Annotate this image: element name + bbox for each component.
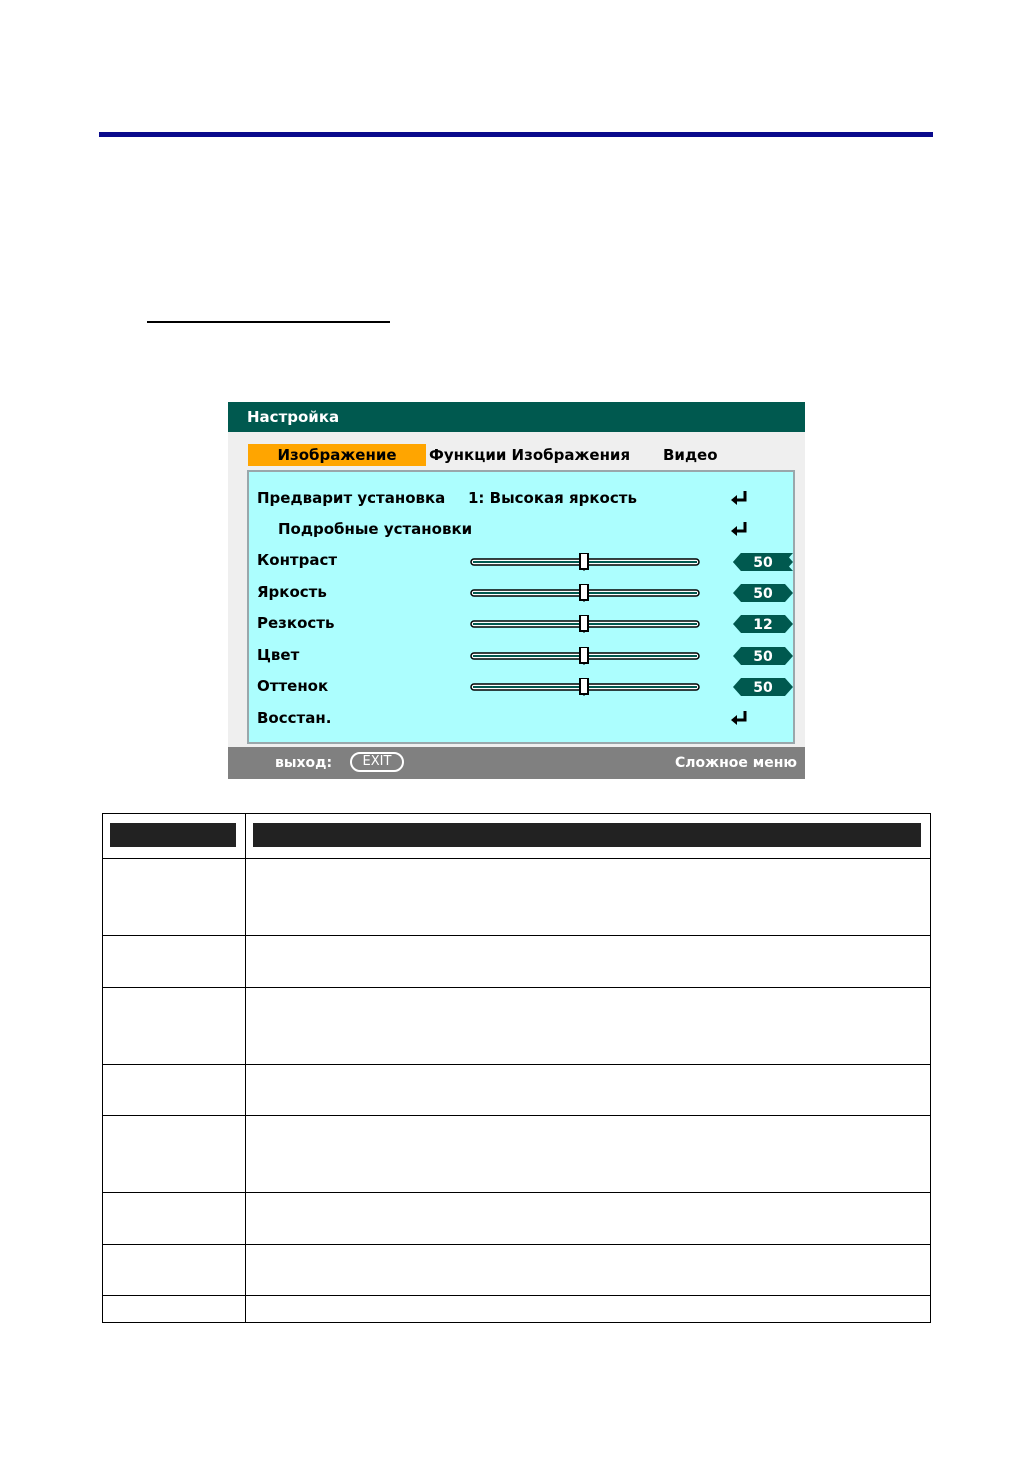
color-value: 50: [753, 649, 773, 665]
reset-label[interactable]: Восстан.: [257, 709, 332, 727]
table-border-left: [102, 813, 103, 1323]
exit-label: выход:: [275, 755, 333, 771]
table-border-top: [102, 813, 931, 814]
table-column-divider: [245, 813, 246, 1323]
osd-window: [228, 402, 805, 779]
enter-return-icon[interactable]: [729, 710, 749, 726]
sharpness-value: 12: [753, 617, 773, 633]
osd-title-bar: [228, 402, 805, 432]
contrast-value-badge: [733, 553, 793, 571]
hue-value: 50: [753, 680, 773, 696]
osd-title: Настройка: [247, 408, 340, 426]
brightness-slider[interactable]: [470, 584, 700, 602]
table-row-divider: [102, 987, 931, 988]
table-row-divider: [102, 1295, 931, 1296]
table-border-right: [930, 813, 931, 1323]
color-label: Цвет: [257, 646, 300, 664]
settings-panel: [247, 470, 795, 744]
contrast-value: 50: [753, 555, 773, 571]
sharpness-label: Резкость: [257, 614, 335, 632]
table-row-divider: [102, 935, 931, 936]
brightness-value: 50: [753, 586, 773, 602]
sharpness-value-badge: [733, 615, 793, 633]
tab-image-functions[interactable]: Функции Изображения: [429, 446, 631, 464]
table-header-cell: [253, 823, 921, 847]
table-border-bottom: [102, 1322, 931, 1323]
table-header-cell: [110, 823, 236, 847]
tab-image[interactable]: Изображение: [248, 444, 426, 466]
brightness-label: Яркость: [257, 583, 327, 601]
heading-underline: [147, 321, 390, 323]
contrast-label: Контраст: [257, 551, 338, 569]
detail-settings-label[interactable]: Подробные установки: [278, 520, 473, 538]
table-row-divider: [102, 1115, 931, 1116]
color-value-badge: [733, 647, 793, 665]
table-row-divider: [102, 858, 931, 859]
osd-footer: [228, 747, 805, 779]
brightness-value-badge: [733, 584, 793, 602]
sharpness-slider[interactable]: [470, 615, 700, 633]
contrast-slider[interactable]: [470, 553, 700, 571]
hue-value-badge: [733, 678, 793, 696]
tab-video[interactable]: Видео: [663, 446, 718, 464]
table-row-divider: [102, 1244, 931, 1245]
enter-return-icon[interactable]: [729, 521, 749, 537]
top-rule: [99, 132, 933, 137]
hue-slider[interactable]: [470, 678, 700, 696]
advanced-menu-label[interactable]: Сложное меню: [675, 755, 797, 771]
enter-return-icon[interactable]: [729, 490, 749, 506]
color-slider[interactable]: [470, 647, 700, 665]
preset-label[interactable]: Предварит установка: [257, 489, 446, 507]
preset-value: 1: Высокая яркость: [468, 489, 637, 507]
table-row-divider: [102, 1064, 931, 1065]
exit-button[interactable]: EXIT: [350, 752, 404, 772]
hue-label: Оттенок: [257, 677, 329, 695]
description-table: [102, 813, 931, 1323]
table-row-divider: [102, 1192, 931, 1193]
